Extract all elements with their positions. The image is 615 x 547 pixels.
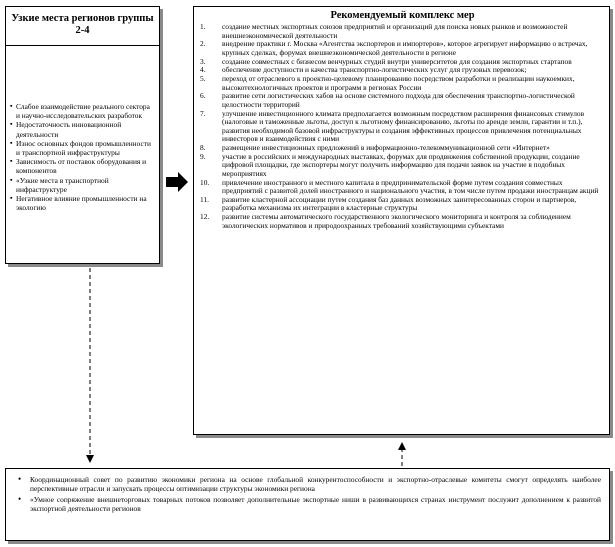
bottleneck-item: ▪ Слабое взаимодействие реального сектора и научно-исследовательских разработок (10, 102, 155, 120)
measure-text: обеспечение доступности и качества транспортно-логистических услуг для грузовых перевозок; (222, 65, 527, 75)
measure-text: развитие кластерной ассоциации путем создания баз данных возможных заинтересованных сторон и партнеров, разработка механизма их интеграции в кластерные структуры (222, 194, 577, 213)
bottleneck-item: ▪ Негативное влияние промышленности на экологию (10, 194, 155, 212)
measure-number: 9. (200, 151, 206, 161)
measure-text: привлечение иностранного и местного капитала в предпринимательской форме путем создания совместных предприятий с развитой долей иностранного и национального участия, в том числе путем продажи иностранцам акций (222, 177, 599, 196)
measure-text: переход от отраслевого к проектно-целевому планированию посредством разработки и реализации наукоемких, высокотехнологичных проектов и программ в регионах России (222, 74, 575, 92)
measure-number: 7. (200, 108, 206, 118)
right-arrow-icon (166, 172, 188, 192)
measure-text: создание местных экспортных союзов предприятий и организаций для поиска новых рынков и возможностей внешнеэкономической деятельности (222, 22, 568, 40)
bottleneck-item: ▪ «Узкие места в транспортной инфраструктуре (10, 176, 155, 194)
measures-title: Рекомендуемый комплекс мер (330, 10, 475, 21)
measure-number: 8. (200, 142, 206, 152)
measure-number: 5. (200, 74, 206, 84)
bottleneck-item: ▪ Износ основных фондов промышленности и транспортной инфраструктуры (10, 139, 155, 157)
measure-text: внедрение практики г. Москва «Агентства экспортеров и импортеров», которое агрегирует информацию о встречах, крупных сделках, форумах внешнеэкономической деятельности в регионе (222, 39, 588, 57)
measure-number: 3. (200, 56, 206, 66)
measure-number: 11. (200, 194, 209, 204)
coordination-item: • «Умное сопряжение внешнеторговых товарных потоков позволяет дополнительные экспортные ниши в развивающихся странах инструмент послужит дополнением к развитой экспортной деятельности регионов (18, 495, 601, 513)
measure-text: развитие системы автоматического государственного экологического мониторинга и контроля за соблюдением экологических нормативов и природоохранных требований хозяйствующими субъектами (222, 212, 571, 230)
coordination-item: • Координационный совет по развитию экономики региона на основе глобальной конкурентоспособности и экспортно-отраслевые комитеты смогут определять наиболее перспективные отрасли и запускать процессы оптимизации структуры экономики региона (18, 475, 601, 493)
measure-number: 1. (200, 22, 206, 31)
bottleneck-item: ▪ Недостаточность инновационной деятельности (10, 120, 155, 138)
bottlenecks-title: Узкие места регионов группы 2-4 (6, 7, 159, 46)
measure-number: 12. (200, 212, 210, 222)
measure-text: создание совместных с бизнесом венчурных студий внутри университетов для создания экспортных стартапов (222, 56, 572, 66)
measure-number: 6. (200, 91, 206, 101)
measure-number: 2. (200, 39, 206, 49)
measure-number: 4. (200, 65, 206, 75)
measure-text: развитие сети логистических хабов на основе системного подхода для обеспечения транспортно-логистической целостности территорий (222, 91, 575, 109)
measure-number: 10. (200, 177, 210, 187)
measure-text: улучшение инвестиционного климата предполагается возможным посредством расширения финансовых стимулов (налоговые и таможенные льготы, доступ к льготному финансированию, льготы по аренде земли, гарантии и т.п.), развития необходимой базовой инфраструктуры и создания эффективных процессов привлечения потенциальных инвесторов и взаимодействия с ними (222, 108, 585, 144)
bottleneck-item: ▪ Зависимость от поставок оборудования и компонентов (10, 157, 155, 175)
measure-text: размещение инвестиционных предложений в информационно-телекоммуникационной сети «Интернет» (222, 142, 550, 152)
measure-text: участие в российских и международных выставках, форумах для продвижения собственной продукции, создание цифровой площадки, где экспортеры могут получить информацию для подачи заявок на участие в подобных мероприятиях (222, 151, 580, 178)
